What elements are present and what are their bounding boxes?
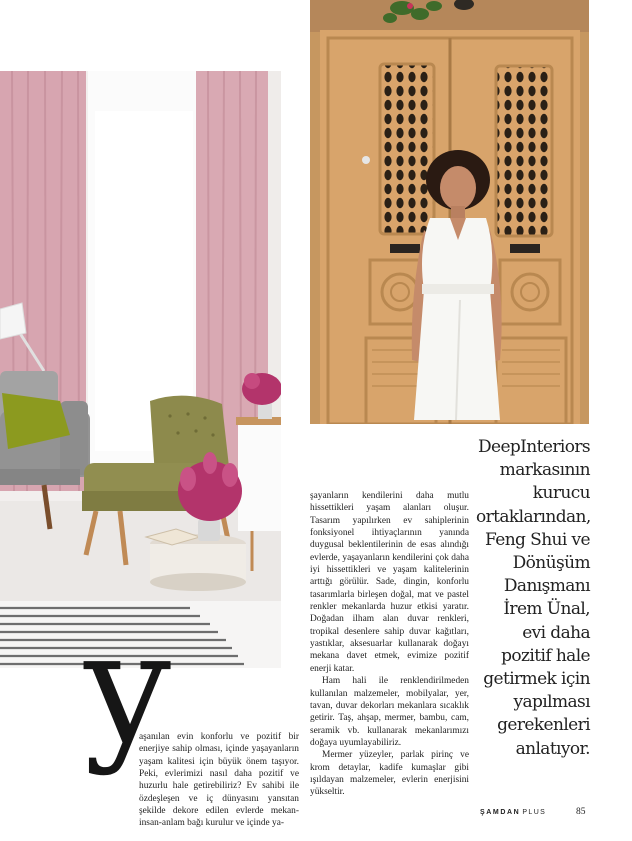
footer-brand-name: ŞAMDAN [480, 809, 521, 816]
door-portrait-photo [310, 0, 589, 424]
body-column-2 [310, 490, 469, 799]
body-column-1 [139, 731, 299, 830]
drop-cap: y [84, 599, 172, 778]
living-room-photo [0, 71, 281, 668]
body-paragraph-1: şayanların kendilerini daha mutlu hissettikleri yaşam alanları oluşur. Tasarım yapılırken ev sahiplerinin fonksiyonel ihtiyaçlarının yanında duygusal beklentilerinin de esas alındığı evlerde, yaşayanların kendilerini çok daha iyi hissettikleri ve yaşam kalitelerinin arttığı görülür. Sade, dingin, konforlu tasarımlarla birleşen doğal, mat ve pastel renkler mekanlarda huzur etkisi yaratır. Doğadan ilham alan duvar renkleri, tropikal desenlere sahip duvar kağıtları, yastıklar, aksesuarlar kullanarak doğayı mekana davet etmek, evimize pozitif enerji katar. [310, 491, 469, 674]
body-paragraph-3: Mermer yüzeyler, parlak pirinç ve krom detaylar, kadife kumaşlar gibi ışıldayan malzemeler, evlerin enerjisini yükseltir. [310, 750, 469, 798]
footer-brand-suffix: PLUS [522, 809, 547, 816]
page-number: 85 [576, 807, 586, 817]
door-portrait-illustration [310, 0, 589, 424]
body-paragraph-intro: aşanılan evin konforlu ve pozitif bir enerjiye sahip olması, içinde yaşayanların yaşam kalitesi için büyük önem taşıyor. Peki, evlerimizi nasıl daha pozitif ve huzurlu hale getirebiliriz? Ev sahibi ile özdeşleşen ve iç dünyasını yansıtan şekilde dekore edilen evlerde mekan-insan-anlam bağı kurulur ve içinde ya- [139, 732, 299, 829]
pull-quote: DeepInteriors markasının kurucu ortaklarından, Feng Shui ve Dönüşüm Danışmanı İrem Ünal, evi daha pozitif hale getirmek için yapılması gerekenleri anlatıyor. [476, 437, 591, 759]
footer-magazine-brand [480, 809, 546, 816]
body-paragraph-2: Ham hali ile renklendirilmeden kullanılan malzemeler, mobilyalar, yer, tavan, duvar dekorları mekanlara sıcaklık getirir. Taş, ahşap, mermer, bambu, cam, seramik vb. kullanarak mekanlarımızı doğaya uyumlayabiliriz. [310, 676, 469, 748]
living-room-illustration [0, 71, 281, 668]
